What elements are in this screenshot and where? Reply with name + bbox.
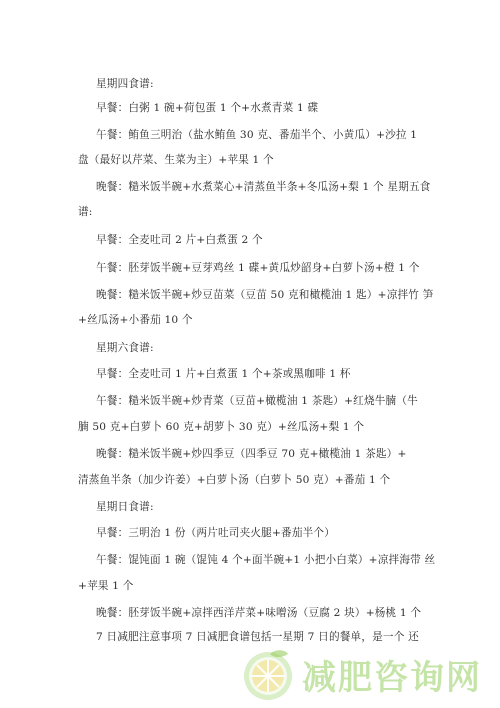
sunday-dinner: 晚餐：胚芽饭半碗+凉拌西洋芹菜+味噌汤（豆腐 2 块）+杨桃 1 个 (96, 607, 422, 619)
saturday-dinner-cont: 清蒸鱼半条（加少许姜）+白萝卜汤（白萝卜 50 克）+番茄 1 个 (78, 474, 391, 486)
saturday-lunch-cont: 腩 50 克+白萝卜 60 克+胡萝卜 30 克）+丝瓜汤+梨 1 个 (78, 421, 365, 433)
friday-breakfast: 早餐：全麦吐司 2 片+白煮蛋 2 个 (96, 234, 263, 246)
thursday-dinner: 晚餐：糙米饭半碗+水煮菜心+清蒸鱼半条+冬瓜汤+梨 1 个 星期五食 (96, 181, 431, 193)
notes-intro: 7 日减肥注意事项 7 日减肥食谱包括一星期 7 日的餐单，是一个 还 (96, 631, 419, 643)
sunday-lunch: 午餐：馄饨面 1 碗（馄饨 4 个+面半碗+1 小把小白菜）+凉拌海带 丝 (96, 554, 436, 566)
thursday-lunch: 午餐：鲔鱼三明治（盐水鲔鱼 30 克、番茄半个、小黄瓜）+沙拉 1 (96, 129, 418, 141)
lemon-logo-icon (240, 646, 296, 702)
saturday-lunch: 午餐：糙米饭半碗+炒青菜（豆苗+橄榄油 1 茶匙）+红烧牛腩（牛 (96, 395, 418, 407)
watermark (240, 640, 500, 708)
sunday-lunch-cont: +苹果 1 个 (78, 580, 134, 592)
friday-dinner-cont: +丝瓜汤+小番茄 10 个 (78, 314, 193, 326)
friday-lunch: 午餐：胚芽饭半碗+豆芽鸡丝 1 碟+黄瓜炒韶身+白萝卜汤+橙 1 个 (96, 262, 420, 274)
thursday-lunch-cont: 盘（最好以芹菜、生菜为主）+苹果 1 个 (78, 154, 274, 166)
heading-friday-cont: 谱: (78, 206, 93, 218)
heading-thursday: 星期四食谱: (96, 78, 154, 90)
saturday-dinner: 晚餐：糙米饭半碗+炒四季豆（四季豆 70 克+橄榄油 1 茶匙）+ (96, 448, 407, 460)
saturday-breakfast: 早餐：全麦吐司 1 片+白煮蛋 1 个+茶或黑咖啡 1 杯 (96, 368, 351, 380)
watermark-text: 减肥咨询网 (302, 657, 482, 698)
sunday-breakfast: 早餐：三明治 1 份（两片吐司夹火腿+番茄半个） (96, 527, 336, 539)
heading-sunday: 星期日食谱: (96, 501, 154, 513)
friday-dinner: 晚餐：糙米饭半碗+炒豆苗菜（豆苗 50 克和橄榄油 1 匙）+凉拌竹 笋 (96, 289, 434, 301)
heading-saturday: 星期六食谱: (96, 342, 154, 354)
thursday-breakfast: 早餐：白粥 1 碗+荷包蛋 1 个+水煮青菜 1 碟 (96, 102, 319, 114)
